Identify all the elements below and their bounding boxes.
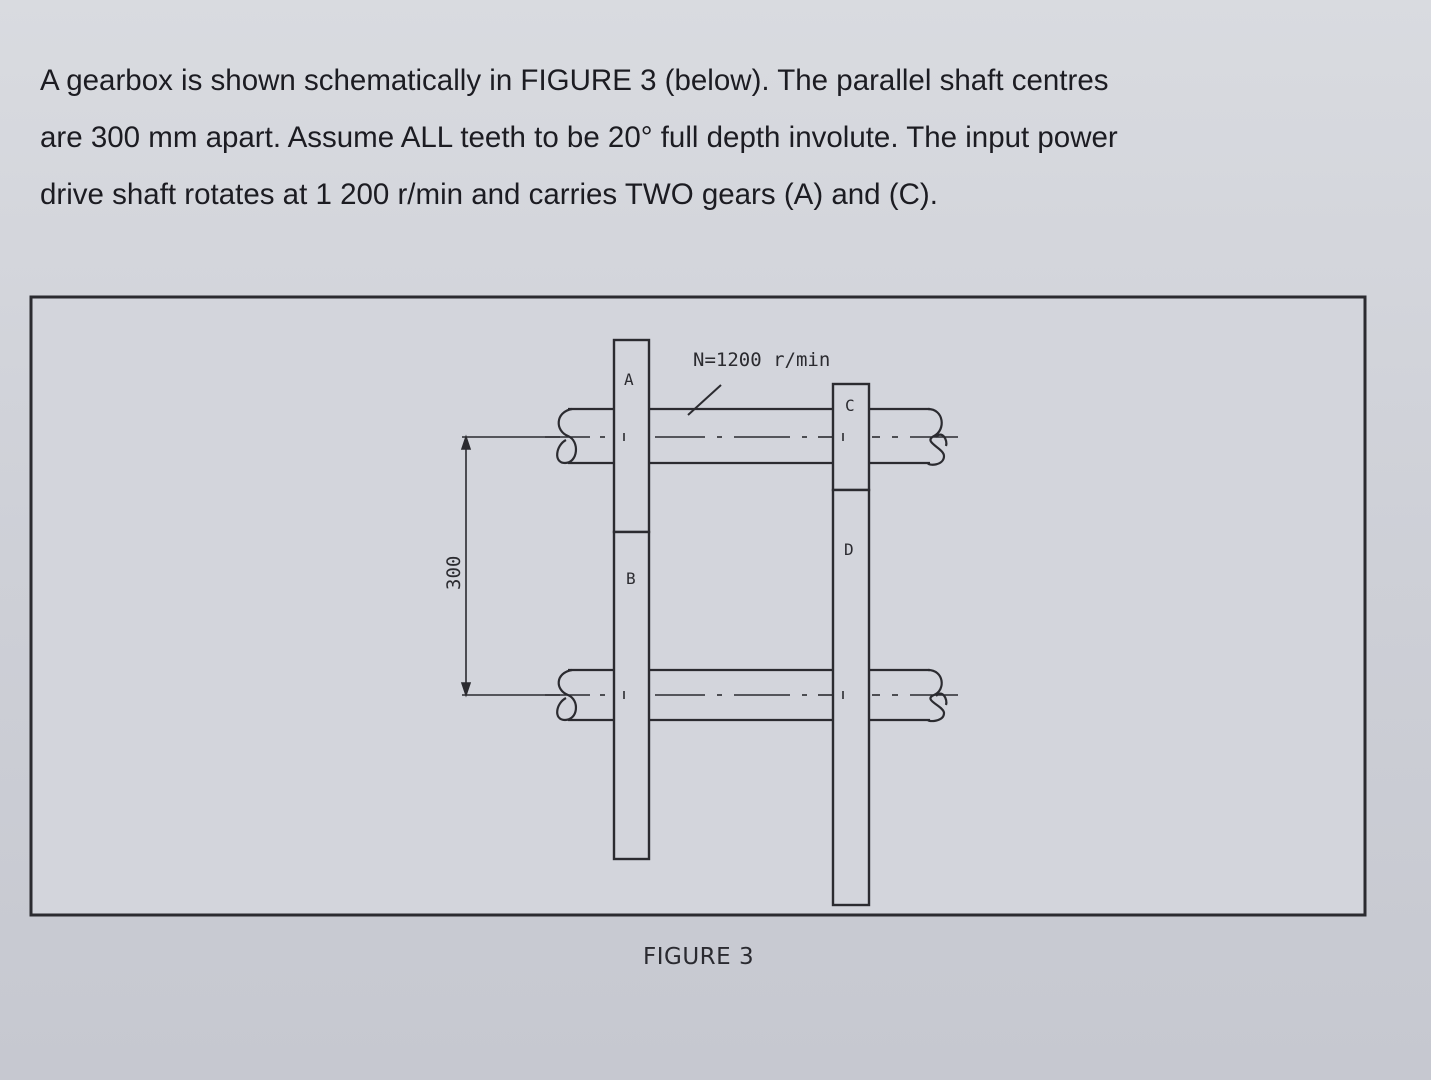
gear-b-label: B xyxy=(626,569,636,588)
question-line-2: are 300 mm apart. Assume ALL teeth to be 20° full depth involute. The input power xyxy=(40,121,1118,154)
figure-caption: FIGURE 3 xyxy=(643,944,755,970)
question-line-1: A gearbox is shown schematically in FIGURE 3 (below). The parallel shaft centres xyxy=(40,64,1109,97)
gear-a xyxy=(614,340,649,532)
speed-label: N=1200 r/min xyxy=(693,349,831,371)
gear-a-label: A xyxy=(624,370,634,389)
gear-d-label: D xyxy=(844,540,854,559)
gear-c-label: C xyxy=(845,396,855,415)
figure-border xyxy=(31,297,1365,915)
dimension-label: 300 xyxy=(443,555,465,590)
question-line-3: drive shaft rotates at 1 200 r/min and carries TWO gears (A) and (C). xyxy=(40,178,938,211)
